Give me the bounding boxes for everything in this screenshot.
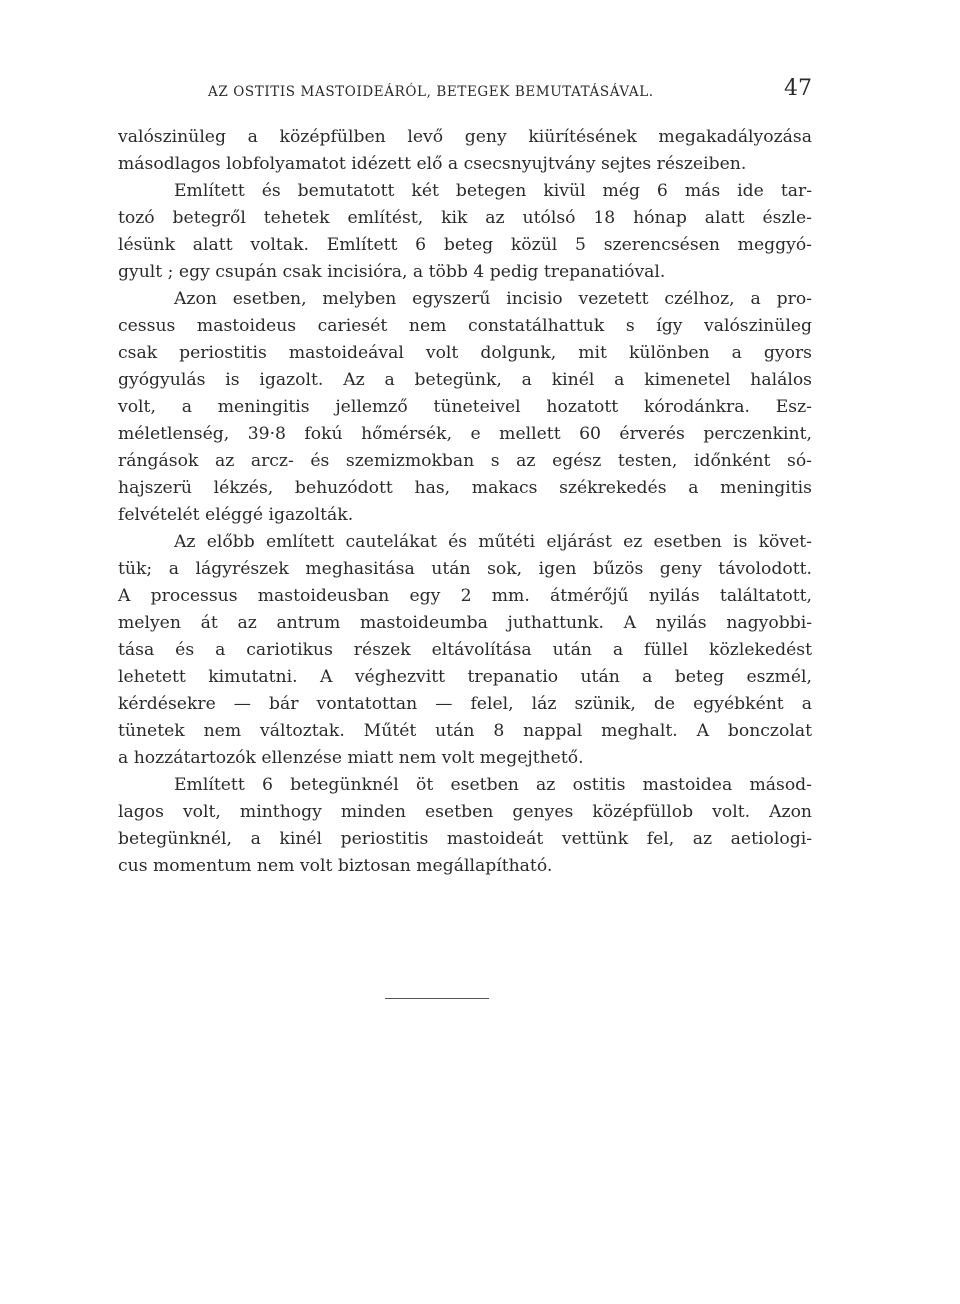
text-line: Az előbb említett cautelákat és műtéti eljárást ez esetben is követ- <box>174 532 812 552</box>
text-line: felvételét eléggé igazolták. <box>118 505 354 525</box>
text-line: hajszerü lékzés, behuzódott has, makacs székrekedés a meningitis <box>118 478 812 498</box>
running-head <box>118 76 812 106</box>
text-line: rángások az arcz- és szemizmokban s az egész testen, időnként só- <box>118 451 812 471</box>
text-line: lehetett kimutatni. A véghezvitt trepanatio után a beteg eszmél, <box>118 667 812 687</box>
text-line: betegünknél, a kinél periostitis mastoideát vettünk fel, az aetiologi- <box>118 829 812 849</box>
text-line: valószinüleg a középfülben levő geny kiürítésének megakadályozása <box>118 127 812 147</box>
running-title: AZ OSTITIS MASTOIDEÁRÓL, BETEGEK BEMUTATÁSÁVAL. <box>208 84 654 100</box>
text-line: lagos volt, minthogy minden esetben genyes középfüllob volt. Azon <box>118 802 812 822</box>
text-line: tünetek nem változtak. Műtét után 8 nappal meghalt. A bonczolat <box>118 721 812 741</box>
text-line: tük; a lágyrészek meghasitása után sok, igen bűzös geny távolodott. <box>118 559 812 579</box>
text-line: méletlenség, 39·8 fokú hőmérsék, e mellett 60 érverés perczenkint, <box>118 424 812 444</box>
text-line: A processus mastoideusban egy 2 mm. átmérőjű nyilás találtatott, <box>118 586 812 606</box>
text-line: gyult ; egy csupán csak incisióra, a több 4 pedig trepanatióval. <box>118 262 666 282</box>
text-line: Említett 6 betegünknél öt esetben az ostitis mastoidea másod- <box>174 775 812 795</box>
body-text <box>118 124 812 880</box>
page-number: 47 <box>784 76 812 101</box>
text-line: tozó betegről tehetek említést, kik az utólsó 18 hónap alatt észle- <box>118 208 812 228</box>
text-line: melyen át az antrum mastoideumba juthattunk. A nyilás nagyobbi- <box>118 613 812 633</box>
text-line: gyógyulás is igazolt. Az a betegünk, a kinél a kimenetel halálos <box>118 370 812 390</box>
text-line: a hozzátartozók ellenzése miatt nem volt megejthető. <box>118 748 584 768</box>
text-line: csak periostitis mastoideával volt dolgunk, mit különben a gyors <box>118 343 812 363</box>
text-line: cessus mastoideus cariesét nem constatálhattuk s így valószinüleg <box>118 316 812 336</box>
text-line: volt, a meningitis jellemző tüneteivel hozatott kórodánkra. Esz- <box>118 397 812 417</box>
section-divider-rule <box>385 998 489 999</box>
text-line: cus momentum nem volt biztosan megállapítható. <box>118 856 553 876</box>
text-line: kérdésekre — bár vontatottan — felel, láz szünik, de egyébként a <box>118 694 812 714</box>
text-line: lésünk alatt voltak. Említett 6 beteg közül 5 szerencsésen meggyó- <box>118 235 812 255</box>
text-line: Azon esetben, melyben egyszerű incisio vezetett czélhoz, a pro- <box>174 289 812 309</box>
text-line: tása és a cariotikus részek eltávolítása után a füllel közlekedést <box>118 640 812 660</box>
text-line: Említett és bemutatott két betegen kivül még 6 más ide tar- <box>174 181 812 201</box>
text-line: másodlagos lobfolyamatot idézett elő a csecsnyujtvány sejtes részeiben. <box>118 154 747 174</box>
